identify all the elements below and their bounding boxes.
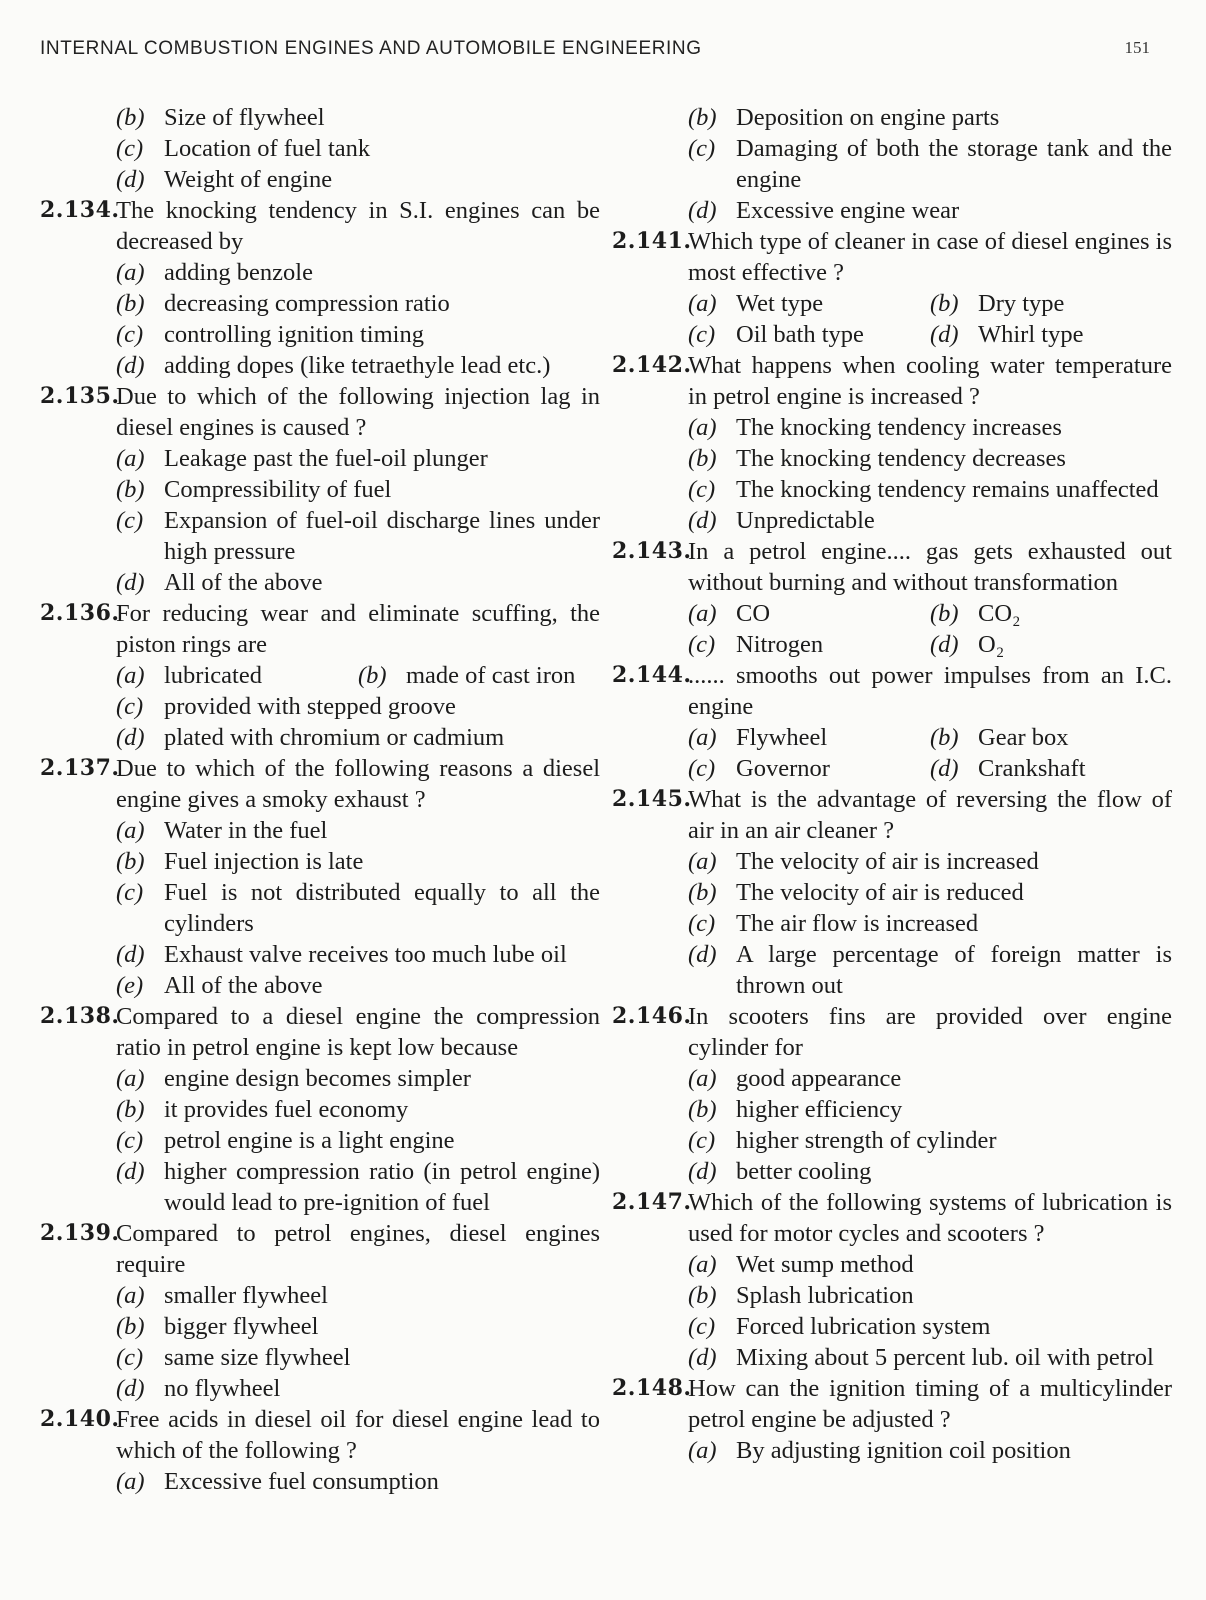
option: (d) Exhaust valve receives too much lube oil [116, 941, 567, 968]
option: (a) The knocking tendency increases [688, 414, 1062, 441]
option: (c) Fuel is not distributed equally to all the cylinders [116, 879, 600, 937]
option-label: (a) [688, 848, 717, 875]
option-label: (a) [688, 1437, 717, 1464]
option: (d) O₂ [930, 631, 1005, 658]
option-label: (c) [688, 631, 716, 658]
left-column [40, 102, 600, 1497]
option-label: (c) [116, 321, 144, 348]
option: (a) Water in the fuel [116, 817, 328, 844]
option-label: (a) [116, 662, 145, 689]
option-label: (d) [116, 166, 145, 193]
option-label: (c) [688, 476, 716, 503]
option: (d) Unpredictable [688, 507, 875, 534]
option-label: (b) [930, 724, 959, 751]
option: (c) same size flywheel [116, 1344, 351, 1371]
question-number: 2.147. [612, 1189, 692, 1215]
question-2-141 [612, 226, 1172, 350]
option: (d) A large percentage of foreign matter is thrown out [688, 941, 1172, 999]
option-label: (a) [116, 1468, 145, 1495]
question-2-146 [612, 1001, 1172, 1187]
option: (a) The velocity of air is increased [688, 848, 1039, 875]
option: (d) Excessive engine wear [688, 197, 960, 224]
option-label: (b) [116, 290, 145, 317]
option: (a) lubricated [116, 662, 262, 689]
question-text: The knocking tendency in S.I. engines can be decreased by [116, 197, 600, 255]
option: (b) higher efficiency [688, 1096, 903, 1123]
option: (c) The knocking tendency remains unaffected [688, 476, 1159, 503]
question-number: 2.142. [612, 352, 692, 378]
option-label: (a) [688, 1251, 717, 1278]
question-number: 2.135. [40, 383, 120, 409]
question-text: For reducing wear and eliminate scuffing, the piston rings are [116, 600, 600, 658]
question-number: 2.139. [40, 1220, 120, 1246]
option: (c) Forced lubrication system [688, 1313, 991, 1340]
option: (a) Excessive fuel consumption [116, 1468, 439, 1495]
option: (c) Damaging of both the storage tank and the engine [688, 135, 1172, 193]
question-number: 2.136. [40, 600, 120, 626]
option-label: (c) [688, 321, 716, 348]
option-label: (b) [688, 1096, 717, 1123]
question-number: 2.146. [612, 1003, 692, 1029]
option: (a) engine design becomes simpler [116, 1065, 471, 1092]
question-number: 2.145. [612, 786, 692, 812]
option: (b) Splash lubrication [688, 1282, 914, 1309]
option-label: (c) [688, 910, 716, 937]
option: (b) Size of flywheel [116, 104, 325, 131]
option: (d) no flywheel [116, 1375, 281, 1402]
question-2-143 [612, 536, 1172, 660]
question-text: In scooters fins are provided over engine cylinder for [688, 1003, 1172, 1061]
option: (a) CO [688, 600, 771, 627]
option: (a) Flywheel [688, 724, 828, 751]
carryover-options [612, 102, 1172, 226]
question-2-142 [612, 350, 1172, 536]
option-label: (c) [688, 1313, 716, 1340]
option-label: (b) [930, 600, 959, 627]
option: (b) it provides fuel economy [116, 1096, 409, 1123]
option-label: (d) [116, 941, 145, 968]
option-label: (d) [688, 1158, 717, 1185]
option-label: (d) [688, 197, 717, 224]
option-label: (a) [688, 414, 717, 441]
question-text: Compared to a diesel engine the compression ratio in petrol engine is kept low because [116, 1003, 600, 1061]
option-label: (b) [688, 879, 717, 906]
option: (c) higher strength of cylinder [688, 1127, 997, 1154]
option-label: (b) [116, 104, 145, 131]
option-label: (d) [688, 941, 717, 968]
option: (b) Dry type [930, 290, 1065, 317]
option-label: (d) [116, 352, 145, 379]
option-label: (b) [116, 1313, 145, 1340]
option-label: (d) [688, 1344, 717, 1371]
option: (a) Wet type [688, 290, 824, 317]
question-number: 2.144. [612, 662, 692, 688]
option-label: (c) [688, 135, 716, 162]
option-label: (c) [116, 135, 144, 162]
question-2-137 [40, 753, 600, 1001]
option-label: (b) [930, 290, 959, 317]
option: (c) Governor [688, 755, 830, 782]
question-2-139 [40, 1218, 600, 1404]
option-label: (a) [116, 445, 145, 472]
question-text: Due to which of the following reasons a diesel engine gives a smoky exhaust ? [116, 755, 600, 813]
option: (c) Nitrogen [688, 631, 824, 658]
option-label: (e) [116, 972, 144, 999]
question-2-138 [40, 1001, 600, 1218]
question-2-134 [40, 195, 600, 381]
option: (d) adding dopes (like tetraethyle lead etc.) [116, 352, 551, 379]
option: (c) Oil bath type [688, 321, 864, 348]
page-header [40, 38, 1170, 68]
option-label: (a) [116, 259, 145, 286]
option: (a) By adjusting ignition coil position [688, 1437, 1071, 1464]
question-text: Free acids in diesel oil for diesel engine lead to which of the following ? [116, 1406, 600, 1464]
question-number: 2.138. [40, 1003, 120, 1029]
option: (c) Location of fuel tank [116, 135, 371, 162]
option-label: (c) [116, 693, 144, 720]
question-2-147 [612, 1187, 1172, 1373]
option: (b) CO₂ [930, 600, 1021, 627]
option-label: (a) [116, 1065, 145, 1092]
right-column [612, 102, 1172, 1466]
option: (a) good appearance [688, 1065, 902, 1092]
question-2-140 [40, 1404, 600, 1497]
question-number: 2.140. [40, 1406, 120, 1432]
question-2-135 [40, 381, 600, 598]
question-2-148 [612, 1373, 1172, 1466]
option: (a) Wet sump method [688, 1251, 914, 1278]
option: (c) provided with stepped groove [116, 693, 456, 720]
option: (b) decreasing compression ratio [116, 290, 450, 317]
question-2-136 [40, 598, 600, 753]
question-text: What happens when cooling water temperature in petrol engine is increased ? [688, 352, 1172, 410]
question-number: 2.134. [40, 197, 120, 223]
option: (d) Weight of engine [116, 166, 333, 193]
option: (b) Deposition on engine parts [688, 104, 1000, 131]
question-number: 2.141. [612, 228, 692, 254]
question-number: 2.148. [612, 1375, 692, 1401]
option: (b) The velocity of air is reduced [688, 879, 1024, 906]
option: (c) The air flow is increased [688, 910, 979, 937]
question-2-145 [612, 784, 1172, 1001]
option: (c) Expansion of fuel-oil discharge lines under high pressure [116, 507, 600, 565]
option: (a) Leakage past the fuel-oil plunger [116, 445, 488, 472]
question-2-144 [612, 660, 1172, 784]
option-label: (d) [930, 755, 959, 782]
option-label: (b) [116, 476, 145, 503]
option-label: (d) [116, 724, 145, 751]
option-label: (c) [116, 1127, 144, 1154]
option: (d) better cooling [688, 1158, 872, 1185]
option: (b) Gear box [930, 724, 1069, 751]
option-label: (a) [688, 724, 717, 751]
question-text: Which type of cleaner in case of diesel engines is most effective ? [688, 228, 1172, 286]
option-label: (b) [358, 662, 387, 689]
option-label: (c) [116, 507, 144, 534]
option: (d) Whirl type [930, 321, 1084, 348]
option-label: (a) [688, 1065, 717, 1092]
question-text: ...... smooths out power impulses from an I.C. engine [688, 662, 1172, 720]
option: (d) Mixing about 5 percent lub. oil with petrol [688, 1344, 1154, 1371]
option: (d) All of the above [116, 569, 323, 596]
option-label: (a) [116, 1282, 145, 1309]
option-label: (c) [688, 1127, 716, 1154]
option: (d) higher compression ratio (in petrol engine) would lead to pre-ignition of fuel [116, 1158, 600, 1216]
option-label: (c) [116, 1344, 144, 1371]
option: (d) plated with chromium or cadmium [116, 724, 505, 751]
option-label: (d) [688, 507, 717, 534]
option: (b) The knocking tendency decreases [688, 445, 1066, 472]
option: (e) All of the above [116, 972, 323, 999]
option: (d) Crankshaft [930, 755, 1086, 782]
option-label: (d) [930, 321, 959, 348]
option: (b) made of cast iron [358, 662, 576, 689]
question-text: In a petrol engine.... gas gets exhausted out without burning and without transformation [688, 538, 1172, 596]
option: (a) smaller flywheel [116, 1282, 328, 1309]
option-label: (c) [116, 879, 144, 906]
question-text: Which of the following systems of lubrication is used for motor cycles and scooters ? [688, 1189, 1172, 1247]
question-text: What is the advantage of reversing the flow of air in an air cleaner ? [688, 786, 1172, 844]
option-label: (b) [688, 445, 717, 472]
option: (c) petrol engine is a light engine [116, 1127, 455, 1154]
option: (b) Compressibility of fuel [116, 476, 392, 503]
option-label: (d) [930, 631, 959, 658]
option: (b) bigger flywheel [116, 1313, 319, 1340]
question-number: 2.137. [40, 755, 120, 781]
option-label: (a) [688, 290, 717, 317]
option-label: (b) [116, 848, 145, 875]
option-label: (a) [116, 817, 145, 844]
option-label: (a) [688, 600, 717, 627]
option-label: (b) [688, 104, 717, 131]
question-text: Due to which of the following injection lag in diesel engines is caused ? [116, 383, 600, 441]
question-number: 2.143. [612, 538, 692, 564]
question-text: Compared to petrol engines, diesel engines require [116, 1220, 600, 1278]
option-label: (d) [116, 569, 145, 596]
option-label: (d) [116, 1158, 145, 1185]
option-label: (b) [688, 1282, 717, 1309]
option-label: (d) [116, 1375, 145, 1402]
option-label: (c) [688, 755, 716, 782]
page-number: 151 [1124, 38, 1150, 57]
option: (b) Fuel injection is late [116, 848, 364, 875]
option-label: (b) [116, 1096, 145, 1123]
running-title: INTERNAL COMBUSTION ENGINES AND AUTOMOBILE ENGINEERING [40, 38, 702, 59]
option: (a) adding benzole [116, 259, 313, 286]
question-text: How can the ignition timing of a multicylinder petrol engine be adjusted ? [688, 1375, 1172, 1433]
carryover-options [40, 102, 600, 195]
option: (c) controlling ignition timing [116, 321, 424, 348]
